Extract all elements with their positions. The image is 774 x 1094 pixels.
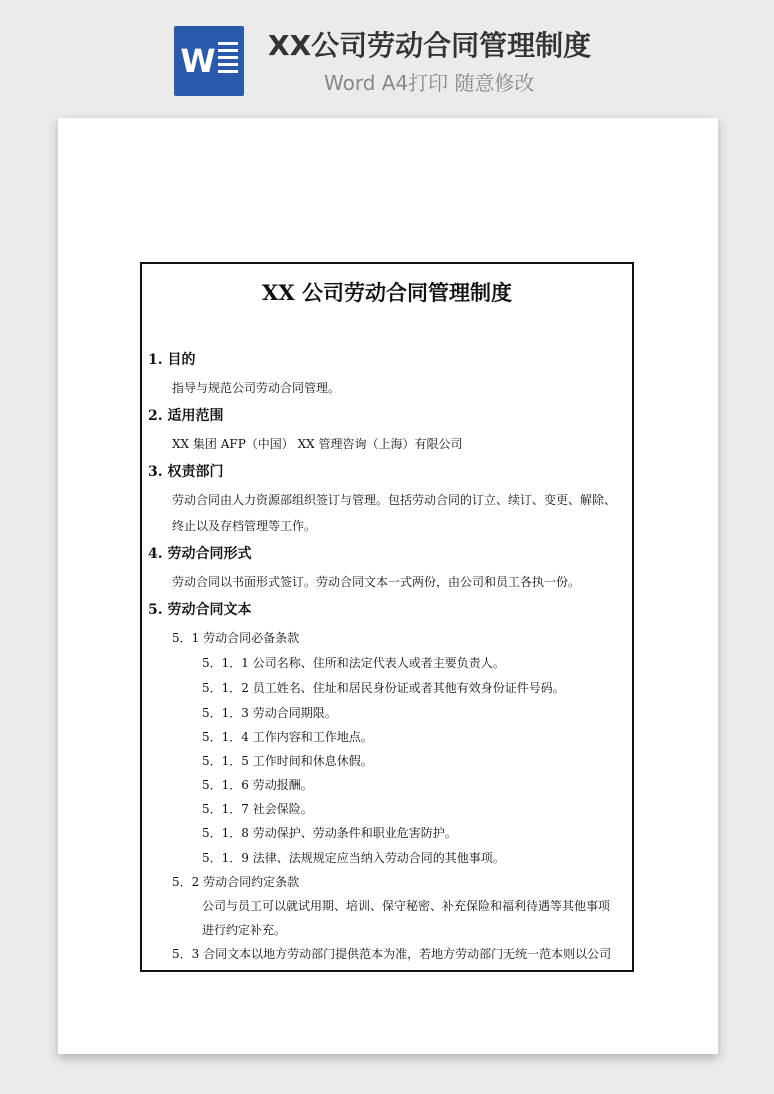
subsection-heading: 5．2 劳动合同约定条款 xyxy=(172,875,300,889)
paragraph: XX 集团 AFP（中国） XX 管理咨询（上海）有限公司 xyxy=(172,437,463,451)
list-item: 5．1．9 法律、法规规定应当纳入劳动合同的其他事项。 xyxy=(202,851,505,865)
word-icon-letter: W xyxy=(180,42,216,80)
paragraph: 劳动合同以书面形式签订。劳动合同文本一式两份，由公司和员工各执一份。 xyxy=(172,575,581,589)
paragraph: 进行约定补充。 xyxy=(202,923,287,937)
word-icon xyxy=(174,26,244,96)
section-heading: 3. 权责部门 xyxy=(148,464,224,480)
list-item: 5．1．4 工作内容和工作地点。 xyxy=(202,730,373,744)
list-item: 5．1．7 社会保险。 xyxy=(202,802,313,816)
list-item: 5．1．8 劳动保护、劳动条件和职业危害防护。 xyxy=(202,826,457,840)
document-frame xyxy=(140,262,634,972)
paragraph: 公司与员工可以就试用期、培训、保守秘密、补充保险和福利待遇等其他事项 xyxy=(202,899,611,913)
list-item: 5．1．6 劳动报酬。 xyxy=(202,778,313,792)
banner-title: XX公司劳动合同管理制度 xyxy=(268,29,592,62)
subsection-heading: 5．3 合同文本以地方劳动部门提供范本为准，若地方劳动部门无统一范本则以公司 xyxy=(172,947,612,961)
paragraph: 终止以及存档管理等工作。 xyxy=(172,519,317,533)
banner-subtitle: Word A4打印 随意修改 xyxy=(324,71,535,95)
section-heading: 4. 劳动合同形式 xyxy=(148,546,252,562)
section-heading: 1. 目的 xyxy=(148,352,196,368)
list-item: 5．1．5 工作时间和休息休假。 xyxy=(202,754,373,768)
list-item: 5．1．1 公司名称、住所和法定代表人或者主要负责人。 xyxy=(202,656,505,670)
subsection-heading: 5．1 劳动合同必备条款 xyxy=(172,631,300,645)
word-icon-lines xyxy=(218,42,238,82)
section-heading: 5. 劳动合同文本 xyxy=(148,602,252,618)
list-item: 5．1．2 员工姓名、住址和居民身份证或者其他有效身份证件号码。 xyxy=(202,681,565,695)
document-title: XX 公司劳动合同管理制度 xyxy=(262,280,512,305)
section-heading: 2. 适用范围 xyxy=(148,408,224,424)
banner-header xyxy=(0,0,774,115)
paragraph: 劳动合同由人力资源部组织签订与管理。包括劳动合同的订立、续订、变更、解除、 xyxy=(172,493,617,507)
list-item: 5．1．3 劳动合同期限。 xyxy=(202,706,337,720)
paragraph: 指导与规范公司劳动合同管理。 xyxy=(172,381,341,395)
